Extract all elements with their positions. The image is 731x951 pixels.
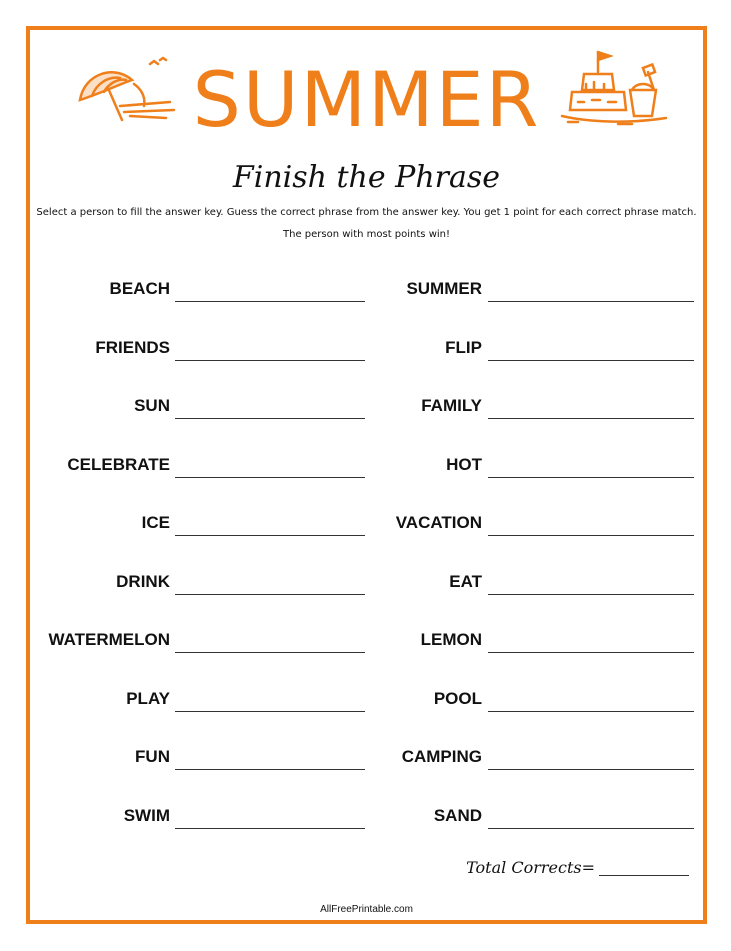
phrase-word: CELEBRATE	[67, 455, 170, 474]
answer-blank[interactable]	[175, 418, 365, 419]
answer-blank[interactable]	[488, 594, 694, 595]
instructions	[36, 202, 697, 246]
phrase-word: SAND	[433, 806, 482, 825]
answer-blank[interactable]	[175, 301, 365, 302]
phrase-row-left	[30, 806, 170, 826]
total-corrects-label: Total Corrects=	[466, 858, 595, 877]
phrase-word: FAMILY	[421, 396, 482, 415]
answer-blank[interactable]	[175, 594, 365, 595]
phrase-word: CAMPING	[401, 747, 482, 766]
answer-blank[interactable]	[488, 652, 694, 653]
phrase-word: BEACH	[109, 279, 170, 298]
phrase-word: EAT	[449, 572, 482, 591]
answer-blank[interactable]	[175, 477, 365, 478]
phrase-word: FRIENDS	[95, 338, 170, 357]
answer-blank[interactable]	[488, 711, 694, 712]
phrase-row-right	[380, 630, 482, 650]
phrase-row-right	[380, 572, 482, 592]
phrase-word: FLIP	[445, 338, 482, 357]
phrase-row-left	[30, 513, 170, 533]
phrase-row-right	[380, 338, 482, 358]
phrase-word: LEMON	[420, 630, 482, 649]
phrase-row-right	[380, 455, 482, 475]
answer-blank[interactable]	[175, 711, 365, 712]
answer-blank[interactable]	[488, 418, 694, 419]
phrase-word: FUN	[135, 747, 170, 766]
answer-blank[interactable]	[175, 360, 365, 361]
worksheet-border	[26, 26, 707, 924]
phrase-row-left	[30, 338, 170, 358]
phrase-word: DRINK	[116, 572, 170, 591]
page-subtitle: Finish the Phrase	[232, 160, 501, 195]
answer-blank[interactable]	[488, 769, 694, 770]
answer-blank[interactable]	[175, 535, 365, 536]
phrase-row-right	[380, 513, 482, 533]
phrase-word: WATERMELON	[48, 630, 170, 649]
total-corrects-blank[interactable]	[599, 875, 689, 876]
phrase-word: VACATION	[395, 513, 482, 532]
phrase-word: SUN	[134, 396, 170, 415]
footer-source: AllFreePrintable.com	[320, 904, 413, 915]
phrase-row-left	[30, 572, 170, 592]
phrase-row-left	[30, 396, 170, 416]
phrase-row-left	[30, 630, 170, 650]
answer-blank[interactable]	[488, 360, 694, 361]
answer-blank[interactable]	[175, 769, 365, 770]
answer-blank[interactable]	[488, 301, 694, 302]
phrase-row-left	[30, 689, 170, 709]
phrase-row-right	[380, 279, 482, 299]
phrase-word: PLAY	[126, 689, 170, 708]
phrase-word: POOL	[433, 689, 482, 708]
phrase-word: ICE	[141, 513, 170, 532]
phrase-row-right	[380, 806, 482, 826]
phrase-word: SWIM	[123, 806, 170, 825]
instructions-line-2: The person with most points win!	[283, 229, 450, 240]
instructions-line-1: Select a person to fill the answer key. Guess the correct phrase from the answer key. You get 1 point for each correct phrase match.	[36, 207, 697, 218]
answer-blank[interactable]	[175, 828, 365, 829]
answer-blank[interactable]	[488, 828, 694, 829]
total-corrects	[466, 858, 689, 877]
phrase-row-right	[380, 689, 482, 709]
phrase-row-left	[30, 747, 170, 767]
answer-blank[interactable]	[488, 535, 694, 536]
page-title: SUMMER	[192, 55, 541, 144]
answer-blank[interactable]	[488, 477, 694, 478]
phrase-row-right	[380, 396, 482, 416]
phrase-row-left	[30, 455, 170, 475]
answer-blank[interactable]	[175, 652, 365, 653]
phrase-row-right	[380, 747, 482, 767]
phrase-row-left	[30, 279, 170, 299]
phrase-word: SUMMER	[406, 279, 482, 298]
phrase-word: HOT	[446, 455, 482, 474]
